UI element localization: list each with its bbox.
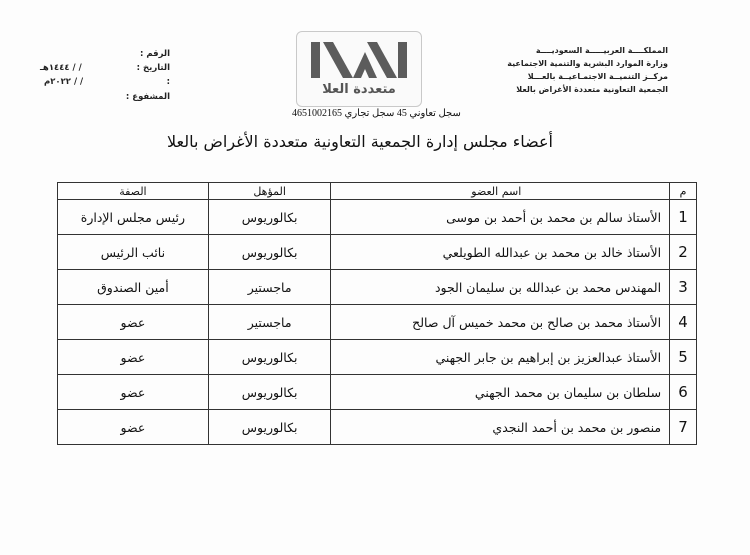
row-name: منصور بن محمد بن أحمد النجدي	[331, 410, 670, 445]
number-label: الرقم :	[140, 49, 170, 59]
logo-mark-icon	[309, 38, 409, 82]
row-role: عضو	[58, 340, 209, 375]
association-line: الجمعية التعاونية متعددة الأغراض بالعلا	[516, 85, 668, 94]
row-num: 1	[670, 200, 697, 235]
row-name: الأستاذ سالم بن محمد بن أحمد بن موسى	[331, 200, 670, 235]
gregorian-date: / / ٢٠٢٢م	[44, 77, 84, 87]
row-num: 7	[670, 410, 697, 445]
row-role: عضو	[58, 410, 209, 445]
table-row	[58, 305, 697, 340]
row-num: 4	[670, 305, 697, 340]
hijri-date: / / ١٤٤٤هـ	[40, 63, 82, 73]
kingdom-line: المملكــــة العربيـــــة السعوديــــة	[535, 46, 668, 55]
row-num: 3	[670, 270, 697, 305]
row-role: عضو	[58, 375, 209, 410]
row-qualification: بكالوريوس	[208, 200, 331, 235]
table-row	[58, 375, 697, 410]
attachments-label: المشفوع :	[125, 92, 170, 102]
row-qualification: ماجستير	[208, 305, 331, 340]
row-qualification: بكالوريوس	[208, 375, 331, 410]
header-role: الصفة	[58, 183, 209, 200]
row-role: عضو	[58, 305, 209, 340]
association-logo	[296, 31, 422, 107]
row-role: أمين الصندوق	[58, 270, 209, 305]
letterhead-right	[448, 44, 668, 96]
center-line: مركــز التنميــة الاجتمـاعيــة بالعـــلا	[527, 72, 668, 81]
date-label: التاريخ :	[136, 63, 170, 73]
header-qualification: المؤهل	[208, 183, 331, 200]
row-num: 6	[670, 375, 697, 410]
row-qualification: بكالوريوس	[208, 340, 331, 375]
registration-number: سجل تعاوني 45 سجل تجاري 4651002165	[292, 108, 461, 119]
row-name: الأستاذ خالد بن محمد بن عبدالله الطويلعي	[331, 235, 670, 270]
row-role: رئيس مجلس الإدارة	[58, 200, 209, 235]
header-num: م	[670, 183, 697, 200]
row-name: سلطان بن سليمان بن محمد الجهني	[331, 375, 670, 410]
second-date-colon: :	[166, 77, 170, 87]
row-qualification: بكالوريوس	[208, 410, 331, 445]
header-name: اسم العضو	[331, 183, 670, 200]
table-row	[58, 410, 697, 445]
row-num: 2	[670, 235, 697, 270]
row-num: 5	[670, 340, 697, 375]
row-name: المهندس محمد بن عبدالله بن سليمان الجود	[331, 270, 670, 305]
members-table	[57, 182, 697, 445]
row-qualification: ماجستير	[208, 270, 331, 305]
letterhead-left	[40, 49, 170, 109]
row-qualification: بكالوريوس	[208, 235, 331, 270]
table-row	[58, 340, 697, 375]
table-row	[58, 235, 697, 270]
row-role: نائب الرئيس	[58, 235, 209, 270]
row-name: الأستاذ عبدالعزيز بن إبراهيم بن جابر الجهني	[331, 340, 670, 375]
ministry-line: وزارة الموارد البشرية والتنمية الاجتماعية	[507, 59, 668, 68]
table-row	[58, 200, 697, 235]
row-name: الأستاذ محمد بن صالح بن محمد خميس آل صالح	[331, 305, 670, 340]
table-header-row	[58, 183, 697, 200]
logo-text: متعددة العلا	[322, 82, 396, 97]
page-title: أعضاء مجلس إدارة الجمعية التعاونية متعددة الأغراض بالعلا	[167, 132, 553, 151]
table-row	[58, 270, 697, 305]
